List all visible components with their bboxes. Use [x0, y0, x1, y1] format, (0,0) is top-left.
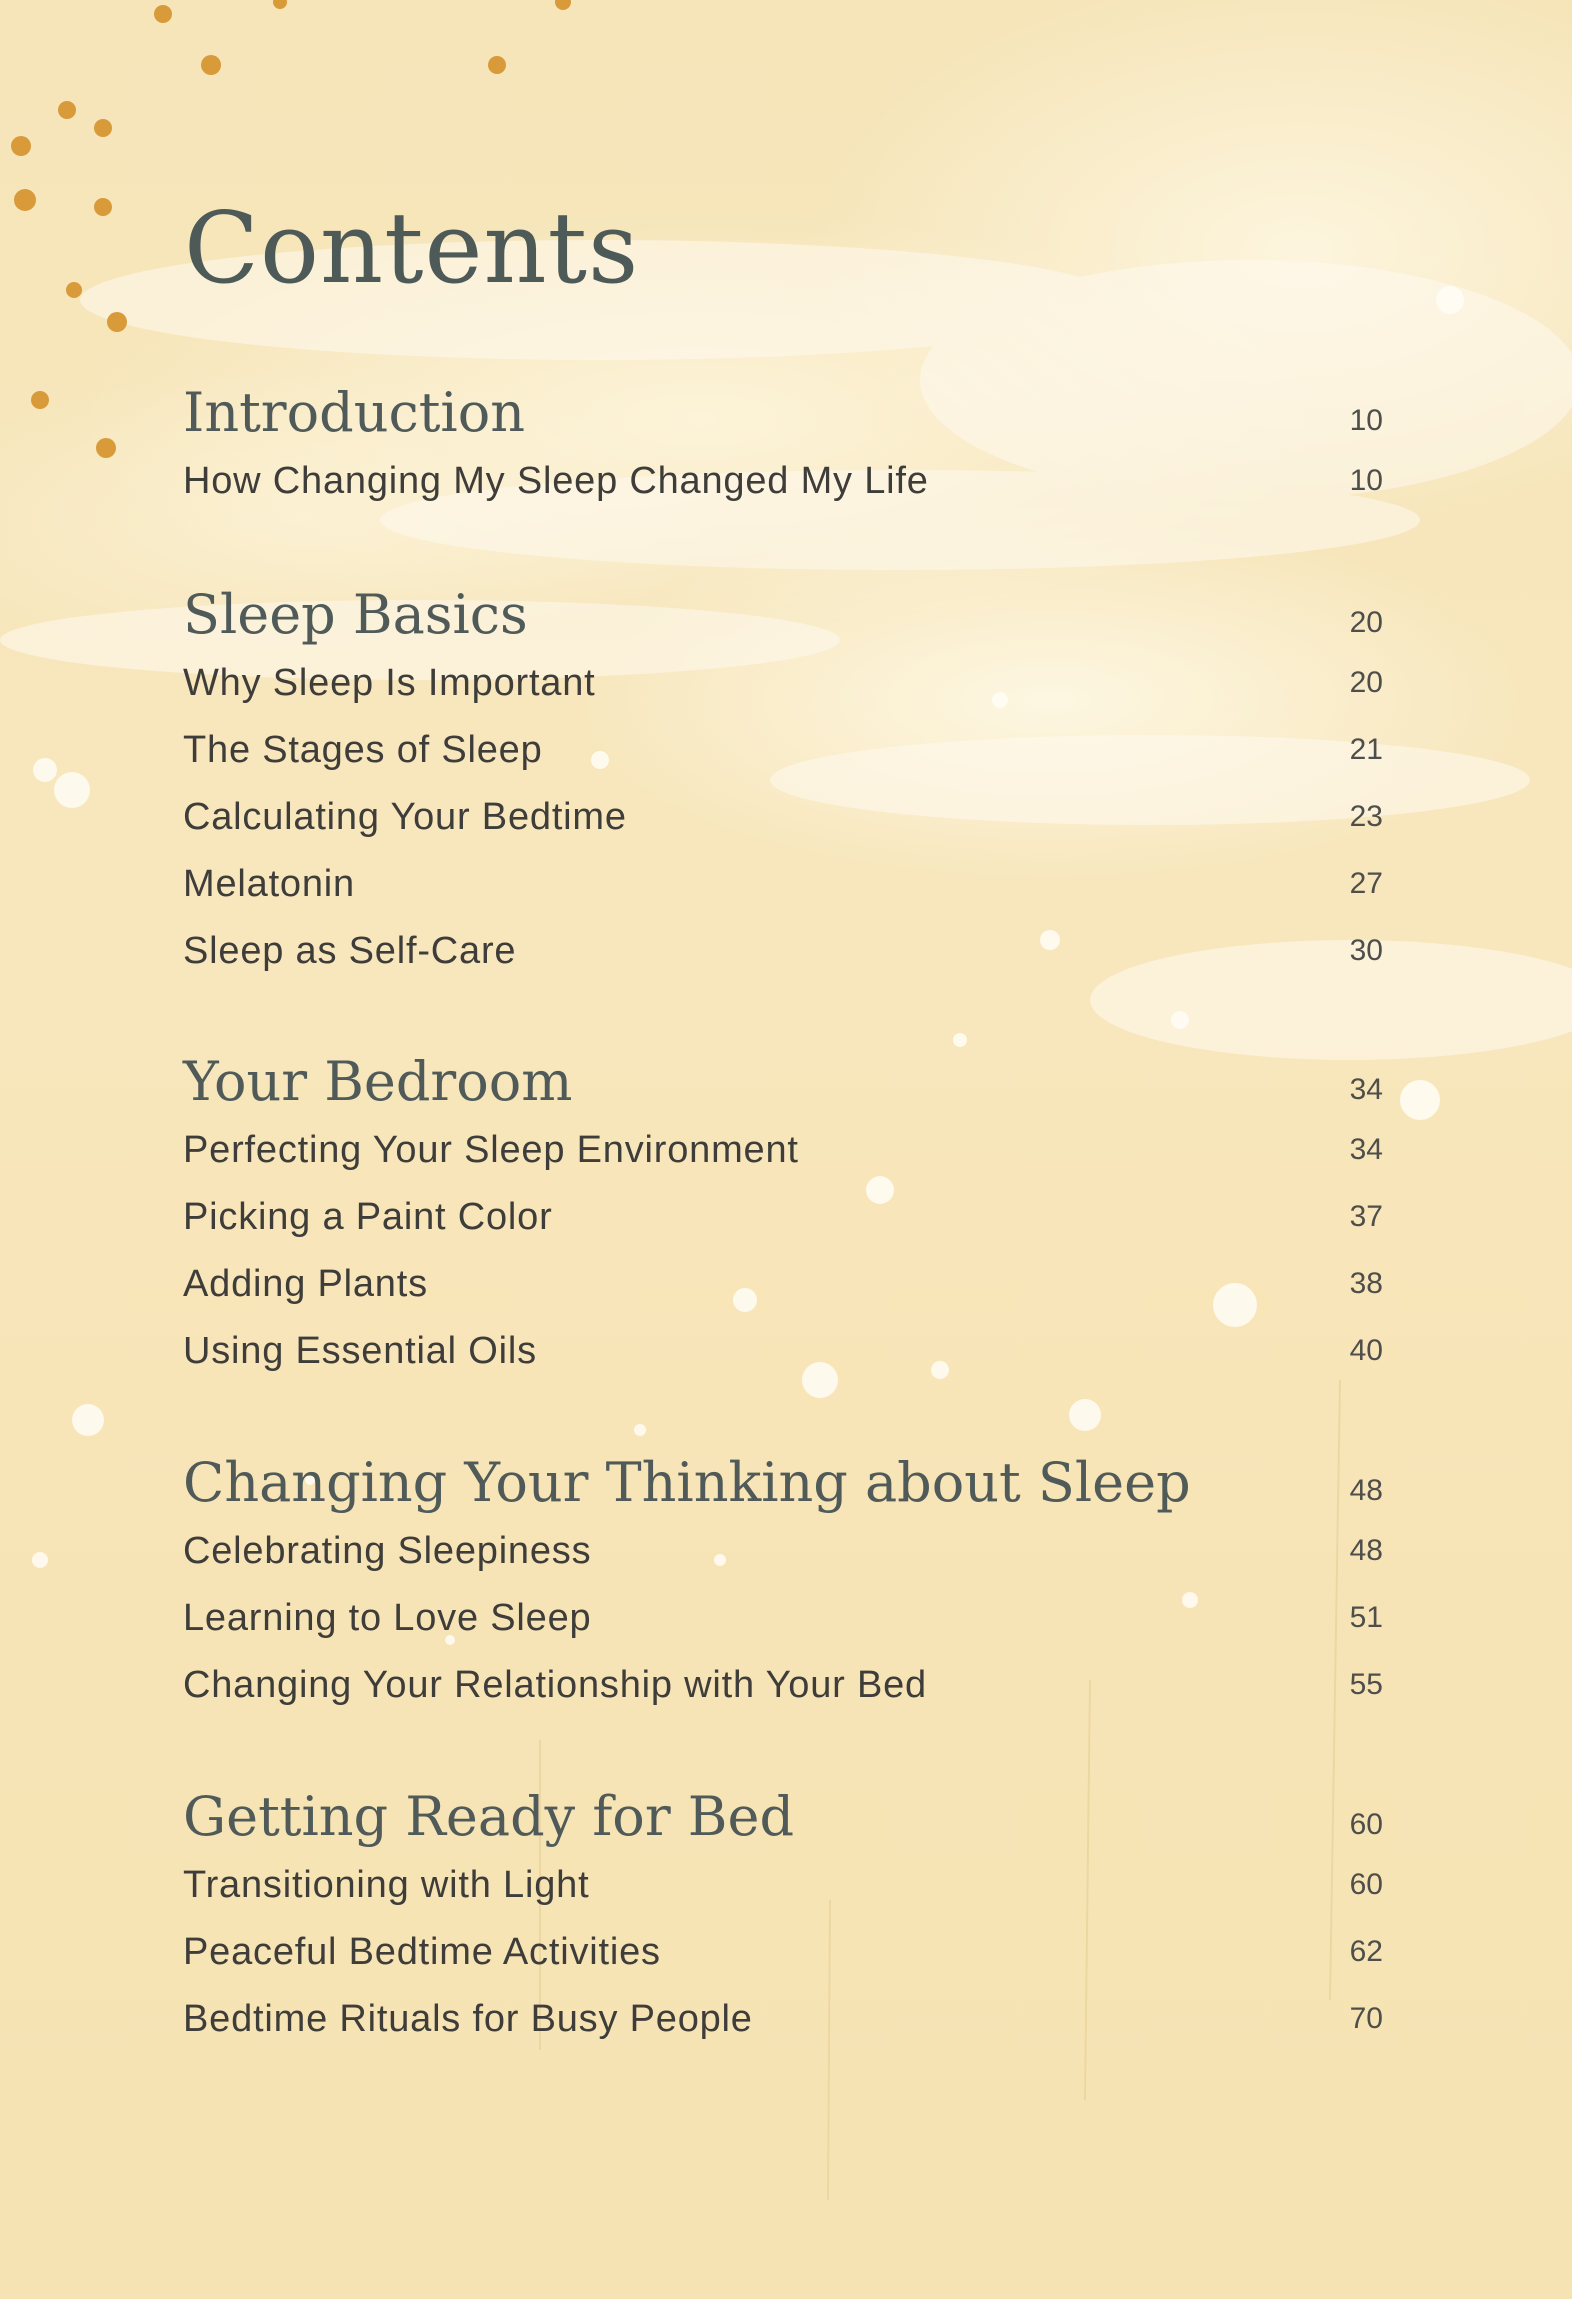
section-title: Introduction	[183, 381, 525, 444]
toc-section-changing-your-thinking	[183, 1448, 1383, 1719]
entry-title: Transitioning with Light	[183, 1864, 590, 1906]
entry-title: Peaceful Bedtime Activities	[183, 1931, 661, 1973]
section-header	[183, 1047, 1383, 1117]
entry-title: Bedtime Rituals for Busy People	[183, 1998, 753, 2040]
section-title: Your Bedroom	[183, 1050, 573, 1113]
section-page-number: 10	[1349, 404, 1383, 437]
section-page-number: 34	[1349, 1073, 1383, 1106]
entry-page-number: 70	[1349, 2002, 1383, 2035]
toc-entry	[183, 1518, 1383, 1585]
toc-section-your-bedroom	[183, 1047, 1383, 1385]
section-title: Getting Ready for Bed	[183, 1785, 795, 1848]
toc-entry	[183, 717, 1383, 784]
entry-page-number: 38	[1349, 1267, 1383, 1300]
toc-entry	[183, 1184, 1383, 1251]
section-header	[183, 580, 1383, 650]
section-header	[183, 1782, 1383, 1852]
entry-page-number: 55	[1349, 1668, 1383, 1701]
toc-entry	[183, 1919, 1383, 1986]
entry-title: The Stages of Sleep	[183, 729, 543, 771]
entry-page-number: 60	[1349, 1868, 1383, 1901]
toc-section-introduction	[183, 378, 1383, 515]
entry-page-number: 30	[1349, 934, 1383, 967]
toc-entry	[183, 1251, 1383, 1318]
toc-entry	[183, 851, 1383, 918]
toc-entry	[183, 650, 1383, 717]
section-page-number: 20	[1349, 606, 1383, 639]
section-header	[183, 1448, 1383, 1518]
entry-page-number: 37	[1349, 1200, 1383, 1233]
entry-title: Sleep as Self-Care	[183, 930, 517, 972]
toc-entry	[183, 918, 1383, 985]
toc-section-sleep-basics	[183, 580, 1383, 985]
page-title: Contents	[184, 192, 640, 306]
entry-page-number: 48	[1349, 1534, 1383, 1567]
entry-page-number: 10	[1349, 464, 1383, 497]
toc-entry	[183, 1986, 1383, 2053]
toc-entry	[183, 1117, 1383, 1184]
entry-title: Perfecting Your Sleep Environment	[183, 1129, 799, 1171]
section-page-number: 48	[1349, 1474, 1383, 1507]
entry-title: Picking a Paint Color	[183, 1196, 553, 1238]
toc-entry	[183, 1585, 1383, 1652]
entry-title: Adding Plants	[183, 1263, 428, 1305]
entry-title: Learning to Love Sleep	[183, 1597, 592, 1639]
section-title: Sleep Basics	[183, 583, 528, 646]
entry-page-number: 34	[1349, 1133, 1383, 1166]
entry-page-number: 40	[1349, 1334, 1383, 1367]
entry-page-number: 27	[1349, 867, 1383, 900]
entry-page-number: 51	[1349, 1601, 1383, 1634]
entry-title: Using Essential Oils	[183, 1330, 537, 1372]
entry-page-number: 62	[1349, 1935, 1383, 1968]
entry-title: Melatonin	[183, 863, 355, 905]
entry-title: Celebrating Sleepiness	[183, 1530, 592, 1572]
toc-entry	[183, 1652, 1383, 1719]
entry-page-number: 23	[1349, 800, 1383, 833]
entry-title: Why Sleep Is Important	[183, 662, 596, 704]
section-header	[183, 378, 1383, 448]
toc-entry	[183, 1852, 1383, 1919]
entry-page-number: 20	[1349, 666, 1383, 699]
section-title: Changing Your Thinking about Sleep	[183, 1451, 1191, 1514]
entry-title: How Changing My Sleep Changed My Life	[183, 460, 929, 502]
toc-section-getting-ready-for-bed	[183, 1782, 1383, 2053]
entry-title: Calculating Your Bedtime	[183, 796, 627, 838]
entry-page-number: 21	[1349, 733, 1383, 766]
entry-title: Changing Your Relationship with Your Bed	[183, 1664, 927, 1706]
toc-entry	[183, 448, 1383, 515]
section-page-number: 60	[1349, 1808, 1383, 1841]
toc-entry	[183, 1318, 1383, 1385]
toc-entry	[183, 784, 1383, 851]
